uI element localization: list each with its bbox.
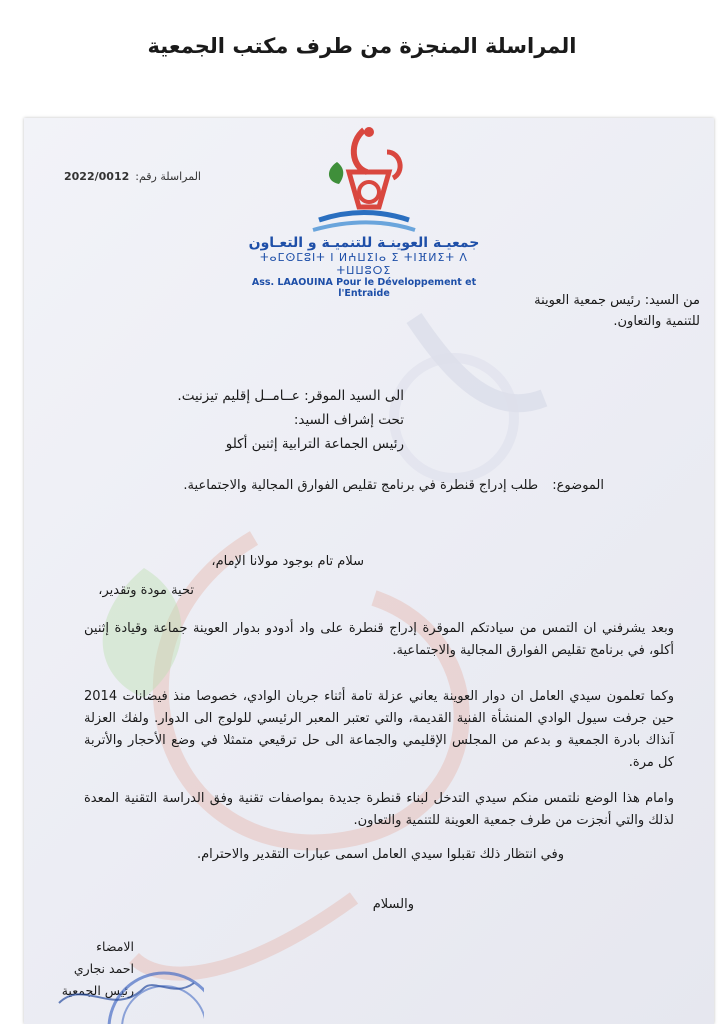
recipient-line: رئيس الجماعة الترابية إثنين أكلو xyxy=(225,436,404,452)
signer-name: احمد نجاري xyxy=(73,961,134,976)
logo-arabic-name: جمعيـة العوينـة للتنميـة و التعـاون xyxy=(248,235,480,251)
subject-text: طلب إدراج قنطرة في برنامج تقليص الفوارق المجالية والاجتماعية. xyxy=(183,478,539,493)
letter-page xyxy=(24,118,714,1024)
body-paragraph: وكما تعلمون سيدي العامل ان دوار العوينة يعاني عزلة تامة أثناء جريان الوادي، خصوصا منذ فيضانات 2014 حين جرفت سيول الوادي المنشأة الفنية القديمة، والتي تعتبر المعبر الرئيسي للولوج الى الدوار. ولفك العزلة آنذاك بادرة الجمعية و بدعم من المجلس الإقليمي والجماعة الى حل ترقيعي متمثلا في وضع الأحجار والأتربة كل مرة. xyxy=(84,689,674,770)
recipient-line: تحت إشراف السيد: xyxy=(293,412,404,428)
sender-line: للتنمية والتعاون. xyxy=(613,314,700,329)
recipient-block xyxy=(177,384,404,456)
closing-text: والسلام xyxy=(372,897,414,912)
association-logo xyxy=(239,122,489,299)
logo-french-name: Ass. LAAOUINA Pour le Développement et l'Entraide xyxy=(251,277,477,299)
stamp-icon xyxy=(54,948,204,1024)
reference-label: المراسلة رقم: xyxy=(135,170,201,183)
salutation: سلام تام بوجود مولانا الإمام، xyxy=(211,554,364,569)
greeting: تحية مودة وتقدير، xyxy=(98,583,194,598)
page-title: المراسلة المنجزة من طرف مكتب الجمعية xyxy=(147,34,577,58)
recipient-line: الى السيد الموقر: عــامــل إقليم تيزنيت. xyxy=(177,388,404,404)
body-paragraph: وامام هذا الوضع نلتمس منكم سيدي التدخل لبناء قنطرة جديدة بمواصفات تقنية وفق الدراسة التقنية المعدة لذلك والتي أنجزت من طرف جمعية العوينة للتنمية والتعاون. xyxy=(84,791,674,828)
reference-number xyxy=(64,170,201,183)
signer-title: رئيس الجمعية xyxy=(61,983,134,998)
signature-label: الامضاء xyxy=(96,939,134,954)
body-paragraph: وفي انتظار ذلك تقبلوا سيدي العامل اسمى عبارات التقدير والاحترام. xyxy=(197,847,564,862)
reference-value: 2022/0012 xyxy=(64,170,130,183)
sender-line: من السيد: رئيس جمعية العوينة xyxy=(534,293,700,308)
subject-line xyxy=(183,478,604,493)
logo-emblem-icon xyxy=(309,122,419,237)
subject-label: الموضوع: xyxy=(552,478,604,493)
sender-block xyxy=(534,290,700,332)
body-paragraph: وبعد يشرفني ان التمس من سيادتكم الموقرة إدراج قنطرة على واد أدودو بدوار العوينة جماعة وقيادة إثنين أكلو، في برنامج تقليص الفوارق المجالية والاجتماعية. xyxy=(84,621,674,658)
logo-tifinagh-name: ⵜⴰⵎⵙⵎⵓⵏⵜ ⵏ ⵍⵄⵡⵉⵏⴰ ⵉ ⵜⵏⴼⵍⵉⵜ ⴷ ⵜⵡⵡⵓⵔⵉ xyxy=(260,251,468,277)
